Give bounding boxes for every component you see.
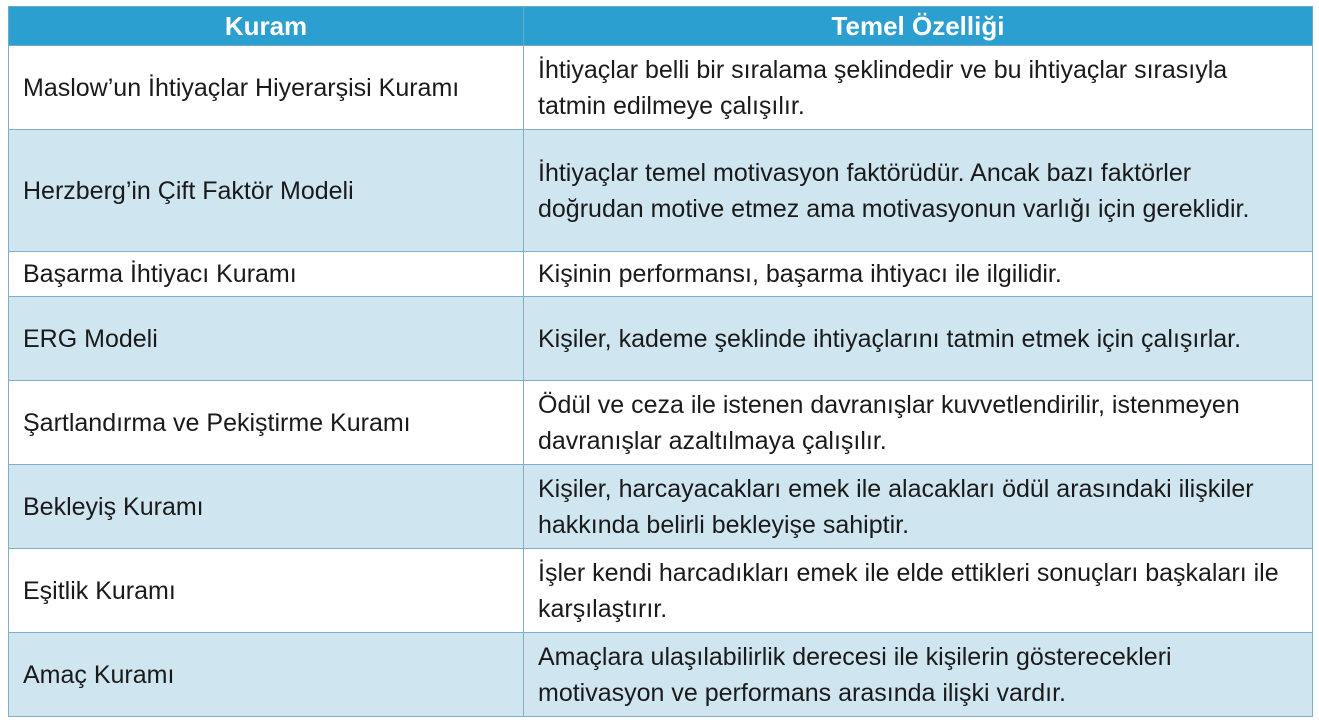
theory-name: Başarma İhtiyacı Kuramı: [9, 252, 524, 297]
theory-name: Herzberg’in Çift Faktör Modeli: [9, 130, 524, 252]
theory-name: Bekleyiş Kuramı: [9, 465, 524, 549]
table-row: [9, 381, 1313, 465]
table-row: [9, 297, 1313, 381]
theory-description: Kişinin performansı, başarma ihtiyacı ile ilgilidir.: [524, 252, 1313, 297]
theory-name: Maslow’un İhtiyaçlar Hiyerarşisi Kuramı: [9, 46, 524, 130]
theory-description: İhtiyaçlar temel motivasyon faktörüdür. Ancak bazı faktörler doğrudan motive etmez ama motivasyonun varlığı için gereklidir.: [524, 130, 1313, 252]
table-header-row: [9, 7, 1313, 46]
theory-description: İşler kendi harcadıkları emek ile elde ettikleri sonuçları başkaları ile karşılaştırır.: [524, 549, 1313, 633]
table-row: [9, 465, 1313, 549]
table-row: [9, 633, 1313, 717]
header-kuram: Kuram: [9, 7, 524, 46]
table-row: [9, 252, 1313, 297]
theory-description: Kişiler, kademe şeklinde ihtiyaçlarını tatmin etmek için çalışırlar.: [524, 297, 1313, 381]
table-row: [9, 130, 1313, 252]
theory-table-container: [8, 6, 1312, 717]
theory-name: Şartlandırma ve Pekiştirme Kuramı: [9, 381, 524, 465]
table-row: [9, 46, 1313, 130]
theory-description: Amaçlara ulaşılabilirlik derecesi ile kişilerin gösterecekleri motivasyon ve performans arasında ilişki vardır.: [524, 633, 1313, 717]
theory-description: Kişiler, harcayacakları emek ile alacakları ödül arasındaki ilişkiler hakkında belirli bekleyişe sahiptir.: [524, 465, 1313, 549]
theory-name: Amaç Kuramı: [9, 633, 524, 717]
header-temel-ozelligi: Temel Özelliği: [524, 7, 1313, 46]
theory-description: Ödül ve ceza ile istenen davranışlar kuvvetlendirilir, istenmeyen davranışlar azaltılmaya çalışılır.: [524, 381, 1313, 465]
table-row: [9, 549, 1313, 633]
theory-name: ERG Modeli: [9, 297, 524, 381]
theory-name: Eşitlik Kuramı: [9, 549, 524, 633]
theory-description: İhtiyaçlar belli bir sıralama şeklindedir ve bu ihtiyaçlar sırasıyla tatmin edilmeye çalışılır.: [524, 46, 1313, 130]
theory-table: [8, 6, 1313, 717]
